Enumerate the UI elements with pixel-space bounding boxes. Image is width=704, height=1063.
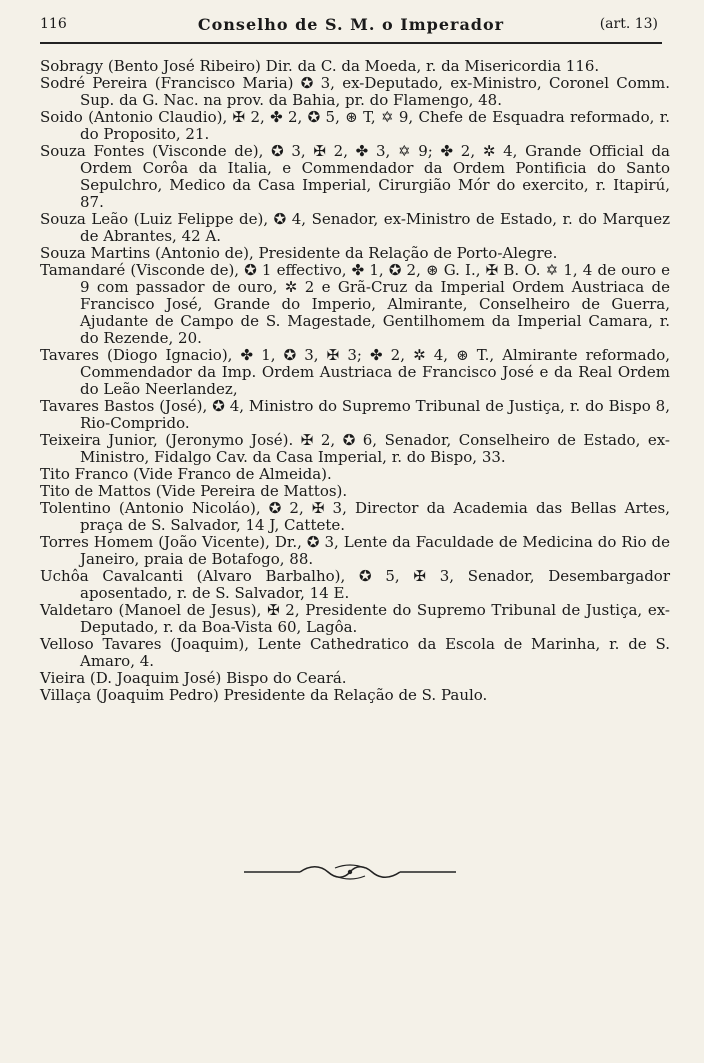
list-item: Souza Fontes (Visconde de), ✪ 3, ✠ 2, ✤ 3, ✡ 9; ✤ 2, ✲ 4, Grande Official da Ordem Corôa da Italia, e Commendador da Ordem Pontificia do Santo Sepulchro, Medico da Casa Imperial, Cirurgião Mór do exercito, r. Itapirú, 87. [40,142,670,211]
list-item: Velloso Tavares (Joaquim), Lente Cathedratico da Escola de Marinha, r. de S. Amaro, 4. [40,635,670,670]
entry-list [40,58,670,704]
list-item: Souza Leão (Luiz Felippe de), ✪ 4, Senador, ex-Ministro de Estado, r. do Marquez de Abrantes, 42 A. [40,210,670,245]
list-item: Tavares Bastos (José), ✪ 4, Ministro do Supremo Tribunal de Justiça, r. do Bispo 8, Rio-Comprido. [40,397,670,432]
list-item: Vieira (D. Joaquim José) Bispo do Ceará. [40,669,347,687]
flourish-ornament-icon [240,862,460,882]
running-title: Conselho de S. M. o Imperador [197,15,505,34]
list-item: Sobragy (Bento José Ribeiro) Dir. da C. da Moeda, r. da Misericordia 116. [40,57,600,75]
page-number: 116 [40,16,67,32]
article-reference: (art. 13) [599,16,658,32]
list-item: Villaça (Joaquim Pedro) Presidente da Relação de S. Paulo. [40,686,488,704]
list-item: Soido (Antonio Claudio), ✠ 2, ✤ 2, ✪ 5, ⊛ T, ✡ 9, Chefe de Esquadra reformado, r. do Proposito, 21. [40,108,670,143]
page-header [40,14,662,44]
list-item: Tolentino (Antonio Nicoláo), ✪ 2, ✠ 3, Director da Academia das Bellas Artes, praça de S. Salvador, 14 J, Cattete. [40,499,670,534]
list-item: Tito Franco (Vide Franco de Almeida). [40,465,332,483]
list-item: Tito de Mattos (Vide Pereira de Mattos). [40,482,348,500]
list-item: Uchôa Cavalcanti (Alvaro Barbalho), ✪ 5, ✠ 3, Senador, Desembargador aposentado, r. de S. Salvador, 14 E. [40,567,670,602]
list-item: Teixeira Junior, (Jeronymo José). ✠ 2, ✪ 6, Senador, Conselheiro de Estado, ex-Ministro, Fidalgo Cav. da Casa Imperial, r. do Bispo, 33. [40,431,670,466]
list-item: Torres Homem (João Vicente), Dr., ✪ 3, Lente da Faculdade de Medicina do Rio de Janeiro, praia de Botafogo, 88. [40,533,670,568]
list-item: Sodré Pereira (Francisco Maria) ✪ 3, ex-Deputado, ex-Ministro, Coronel Comm. Sup. da G. Nac. na prov. da Bahia, pr. do Flamengo, 48. [40,74,670,109]
list-item: Valdetaro (Manoel de Jesus), ✠ 2, Presidente do Supremo Tribunal de Justiça, ex-Deputado, r. da Boa-Vista 60, Lagôa. [40,601,670,636]
list-item: Souza Martins (Antonio de), Presidente da Relação de Porto-Alegre. [40,244,558,262]
list-item: Tamandaré (Visconde de), ✪ 1 effectivo, ✤ 1, ✪ 2, ⊛ G. I., ✠ B. O. ✡ 1, 4 de ouro e 9 com passador de ouro, ✲ 2 e Grã-Cruz da Imperial Ordem Austriaca de Francisco José, Grande do Imperio, Almirante, Conselheiro de Guerra, Ajudante de Campo de S. Magestade, Gentilhomem da Imperial Camara, r. do Rezende, 20. [40,261,670,347]
list-item: Tavares (Diogo Ignacio), ✤ 1, ✪ 3, ✠ 3; ✤ 2, ✲ 4, ⊛ T., Almirante reformado, Commendador da Imp. Ordem Austriaca de Francisco José e da Real Ordem do Leão Neerlandez, [40,346,670,398]
